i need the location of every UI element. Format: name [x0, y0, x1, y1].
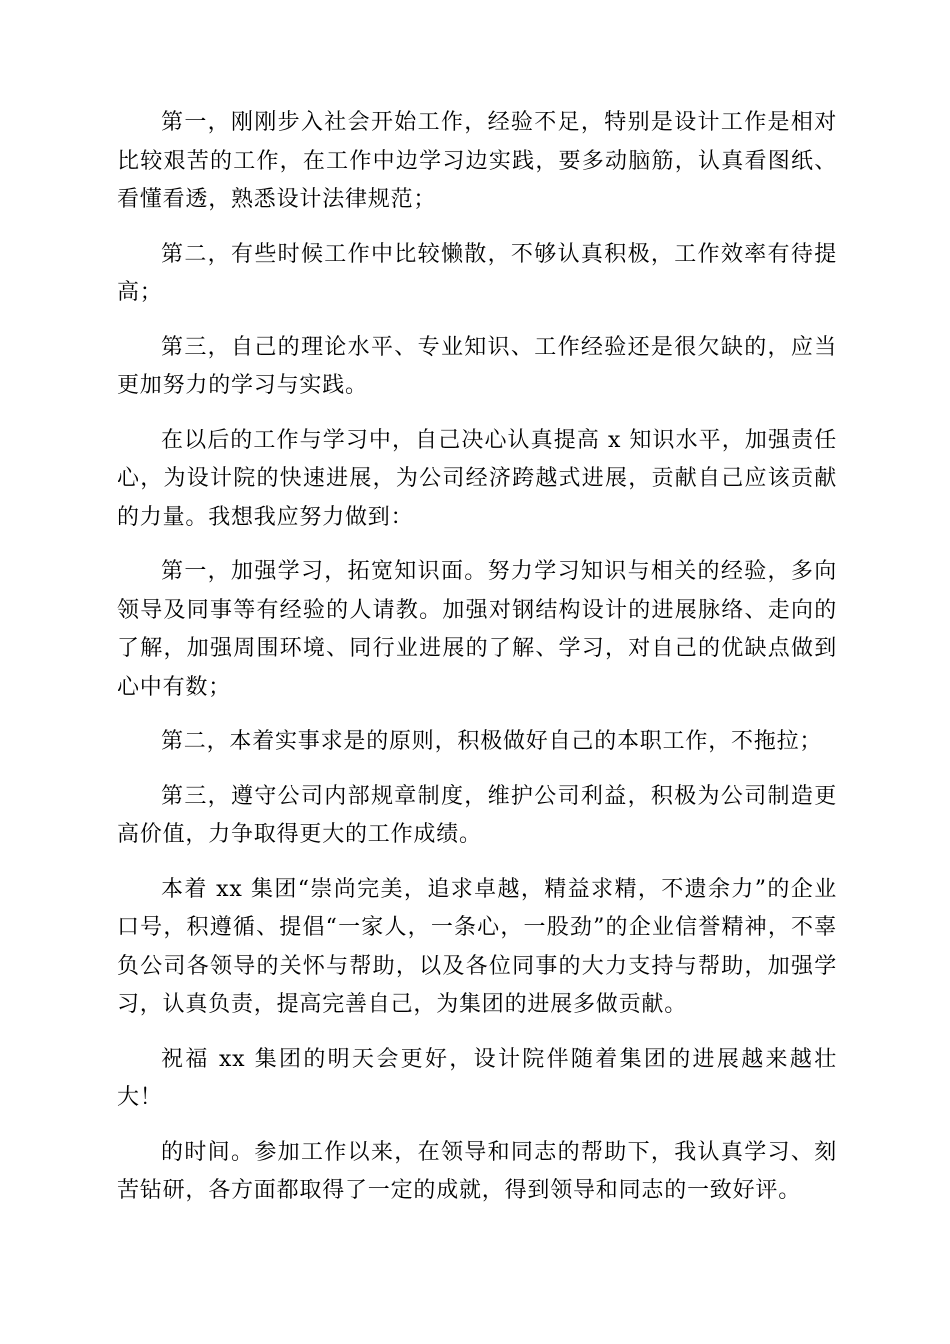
paragraph-10: 的时间。参加工作以来，在领导和同志的帮助下，我认真学习、刻苦钻研，各方面都取得了一定的成就，得到领导和同志的一致好评。	[117, 1139, 837, 1203]
paragraph-9: 祝福 xx 集团的明天会更好，设计院伴随着集团的进展越来越壮大！	[117, 1046, 837, 1110]
paragraph-6: 第二，本着实事求是的原则，积极做好自己的本职工作，不拖拉；	[161, 729, 823, 754]
paragraph-3: 第三，自己的理论水平、专业知识、工作经验还是很欠缺的，应当更加努力的学习与实践。	[117, 334, 837, 398]
document-body	[117, 104, 837, 1227]
paragraph-4: 在以后的工作与学习中，自己决心认真提高 x 知识水平，加强责任心，为设计院的快速进展，为公司经济跨越式进展，贡献自己应该贡献的力量。我想我应努力做到：	[117, 427, 837, 530]
paragraph-1: 第一，刚刚步入社会开始工作，经验不足，特别是设计工作是相对比较艰苦的工作，在工作中边学习边实践，要多动脑筋，认真看图纸、看懂看透，熟悉设计法律规范；	[117, 110, 837, 212]
paragraph-7: 第三，遵守公司内部规章制度，维护公司利益，积极为公司制造更高价值，力争取得更大的工作成绩。	[117, 783, 837, 847]
paragraph-5: 第一，加强学习，拓宽知识面。努力学习知识与相关的经验，多向领导及同事等有经验的人请教。加强对钢结构设计的进展脉络、走向的了解，加强周围环境、同行业进展的了解、学习，对自己的优缺点做到心中有数；	[117, 559, 837, 700]
paragraph-8: 本着 xx 集团“崇尚完美，追求卓越，精益求精，不遗余力”的企业口号，积遵循、提倡“一家人，一条心，一股劲”的企业信誉精神，不辜负公司各领导的关怀与帮助，以及各位同事的大力支持与帮助，加强学习，认真负责，提高完善自己，为集团的进展多做贡献。	[117, 876, 837, 1017]
paragraph-2: 第二，有些时候工作中比较懒散，不够认真积极，工作效率有待提高；	[117, 241, 837, 305]
